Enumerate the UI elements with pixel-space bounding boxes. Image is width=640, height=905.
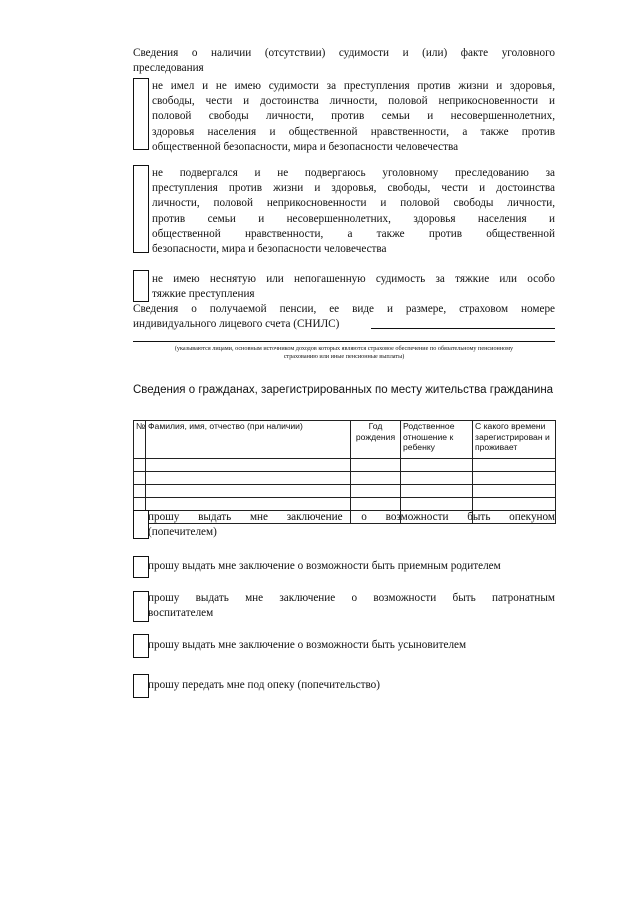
option-text-line: свободы, чести и достоинства личности, половой неприкосновенности и xyxy=(152,95,555,108)
option-text-line: общественной нравственности, а также против общественной xyxy=(152,227,555,240)
cell-birth-year[interactable] xyxy=(351,485,401,498)
option-no-prosecution xyxy=(152,166,555,257)
option-text-line: преступления против жизни и здоровья, свободы, чести и достоинства xyxy=(152,182,555,195)
cell-full-name[interactable] xyxy=(146,459,351,472)
table-row xyxy=(134,459,556,472)
checkbox-request-patronage[interactable] xyxy=(133,591,149,622)
checkbox-no-prosecution[interactable] xyxy=(133,165,149,253)
checkbox-request-adoption[interactable] xyxy=(133,634,149,658)
request-text-line: воспитателем xyxy=(148,607,214,620)
request-adoption: прошу выдать мне заключение о возможности быть усыновителем xyxy=(148,639,467,651)
cell-relation[interactable] xyxy=(401,498,473,511)
cell-registered-since[interactable] xyxy=(473,498,556,511)
option-text-line: тяжкие преступления xyxy=(152,288,255,301)
option-text-line: не подвергался и не подвергаюсь уголовному преследованию за xyxy=(152,167,555,179)
pension-note xyxy=(133,345,555,360)
checkbox-request-guardian[interactable] xyxy=(133,510,149,539)
request-text-line: прошу выдать мне заключение о возможности быть патронатным xyxy=(148,592,555,604)
table-row xyxy=(134,485,556,498)
option-text-line: безопасности, мира и безопасности человечества xyxy=(152,243,387,256)
option-text-line: не имел и не имею судимости за преступления против жизни и здоровья, xyxy=(152,80,555,92)
cell-full-name[interactable] xyxy=(146,498,351,511)
option-text-line: не имею неснятую или непогашенную судимость за тяжкие или особо xyxy=(152,273,555,285)
request-text-line: (попечителем) xyxy=(148,526,217,539)
checkbox-no-serious-conviction[interactable] xyxy=(133,270,149,302)
criminal-section-title-line1: Сведения о наличии (отсутствии) судимости и (или) факте уголовного xyxy=(133,47,555,59)
cell-registered-since[interactable] xyxy=(473,459,556,472)
residents-section-title: Сведения о гражданах, зарегистрированных по месту жительства гражданина xyxy=(133,384,554,396)
cell-relation[interactable] xyxy=(401,485,473,498)
cell-relation[interactable] xyxy=(401,472,473,485)
cell-full-name[interactable] xyxy=(146,485,351,498)
table-row xyxy=(134,472,556,485)
pension-line1: Сведения о получаемой пенсии, ее виде и размере, страховом номере xyxy=(133,303,555,315)
option-text-line: против семьи и несовершеннолетних, здоровья населения и xyxy=(152,212,555,225)
cell-registered-since[interactable] xyxy=(473,485,556,498)
col-header-birth-year: Год рождения xyxy=(351,421,401,459)
cell-birth-year[interactable] xyxy=(351,459,401,472)
cell-number[interactable] xyxy=(134,498,146,511)
cell-birth-year[interactable] xyxy=(351,498,401,511)
cell-registered-since[interactable] xyxy=(473,472,556,485)
option-text-line: общественной безопасности, мира и безопасности человечества xyxy=(152,140,459,153)
pension-note-line1: (указываются лицами, основным источником доходов которых являются страховое обеспечение по обязательному пенсионному xyxy=(174,345,514,352)
table-header-row xyxy=(134,421,556,459)
option-text-line: половой свободы личности, против семьи и несовершеннолетних, xyxy=(152,110,555,123)
col-header-relation: Родственное отношение к ребенку xyxy=(401,421,473,459)
col-header-number: № xyxy=(134,421,146,459)
pension-line2: индивидуального лицевого счета (СНИЛС) xyxy=(133,318,340,330)
pension-input-line[interactable] xyxy=(133,341,555,342)
option-text-line: здоровья населения и общественной нравственности, а также против xyxy=(152,125,555,138)
request-foster-parent: прошу выдать мне заключение о возможности быть приемным родителем xyxy=(148,560,501,572)
col-header-full-name: Фамилия, имя, отчество (при наличии) xyxy=(146,421,351,459)
request-patronage xyxy=(148,591,555,621)
col-header-registered-since: С какого времени зарегистрирован и проживает xyxy=(473,421,556,459)
cell-number[interactable] xyxy=(134,459,146,472)
option-no-serious-conviction xyxy=(152,272,555,302)
request-text-line: прошу выдать мне заключение о возможности быть опекуном xyxy=(148,511,555,523)
checkbox-request-foster-parent[interactable] xyxy=(133,556,149,578)
checkbox-request-custody[interactable] xyxy=(133,674,149,698)
snils-input-line[interactable] xyxy=(371,328,555,329)
cell-birth-year[interactable] xyxy=(351,472,401,485)
pension-note-line2: страхованию или иные пенсионные выплаты) xyxy=(283,352,405,360)
request-custody: прошу передать мне под опеку (попечительство) xyxy=(148,679,381,691)
cell-number[interactable] xyxy=(134,472,146,485)
cell-number[interactable] xyxy=(134,485,146,498)
residents-table xyxy=(133,420,556,524)
checkbox-no-criminal-record[interactable] xyxy=(133,78,149,150)
option-text-line: личности, половой неприкосновенности и половой свободы личности, xyxy=(152,197,555,210)
criminal-section-title-line2: преследования xyxy=(133,62,204,74)
cell-relation[interactable] xyxy=(401,459,473,472)
table-row xyxy=(134,498,556,511)
cell-full-name[interactable] xyxy=(146,472,351,485)
request-guardian xyxy=(148,510,555,540)
option-no-criminal-record xyxy=(152,79,555,155)
